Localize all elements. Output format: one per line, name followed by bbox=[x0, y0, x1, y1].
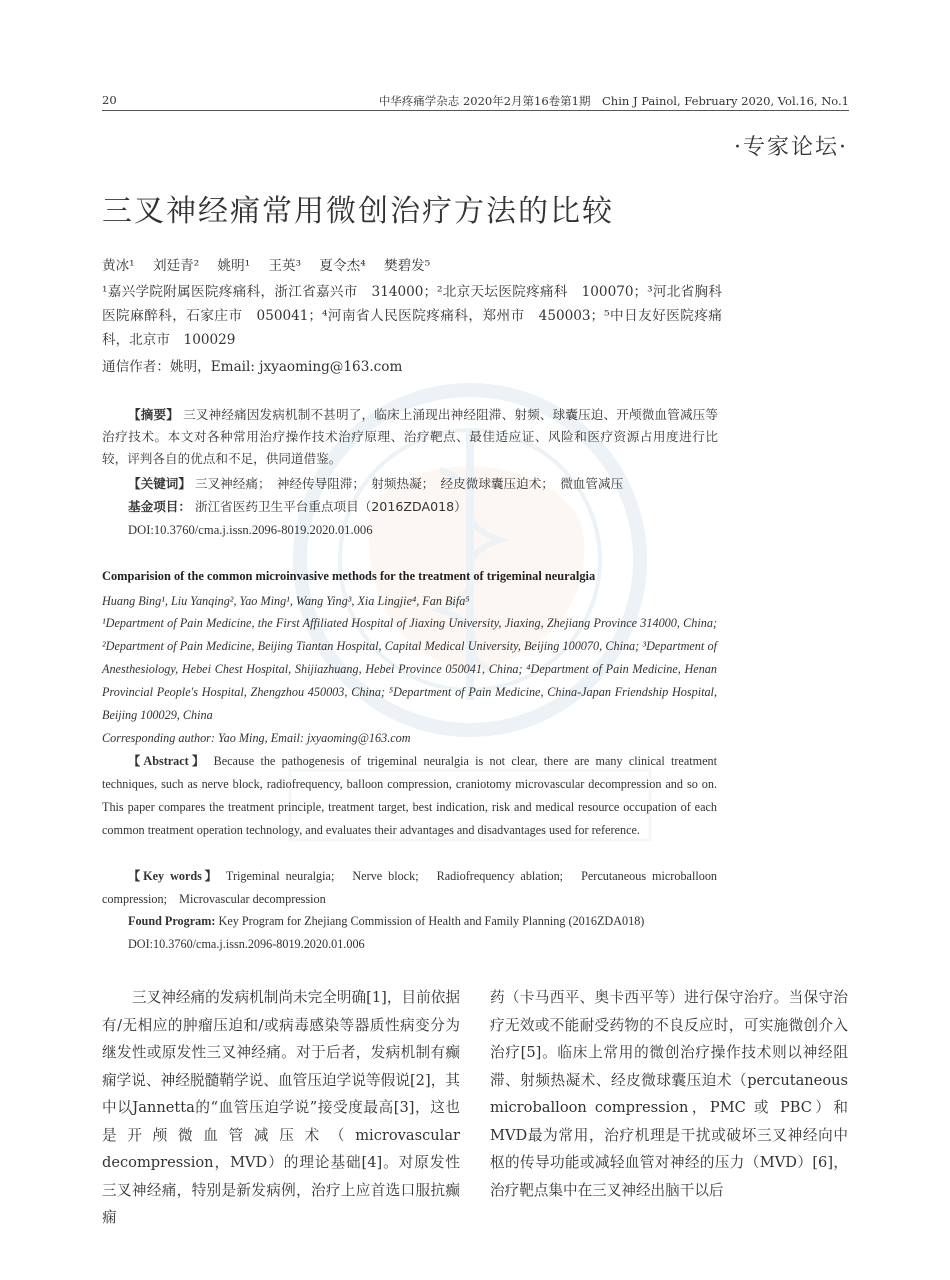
english-affiliations: ¹Department of Pain Medicine, the First Affiliated Hospital of Jiaxing University, Jiaxing, Zhejiang Province 314000, China; ²Department of Pain Medicine, Beijing Tiantan Hospital, Capital Medical University, Beijing 100070, China; ³Department of Anesthesiology, Hebei Chest Hospital, Shijiazhuang, Hebei Province 050041, China; ⁴Department of Pain Medicine, Henan Provincial People's Hospital, Zhengzhou 450003, China; ⁵Department of Pain Medicine, China-Japan Friendship Hospital, Beijing 100029, China bbox=[102, 616, 717, 722]
affiliations-cn: ¹嘉兴学院附属医院疼痛科，浙江省嘉兴市 314000；²北京天坛医院疼痛科 100070；³河北省胸科医院麻醉科，石家庄市 050041；⁴河南省人民医院疼痛科，郑州市 450003；⁵中日友好医院疼痛科，北京市 100029 bbox=[102, 284, 722, 348]
corresponding-author-cn: 通信作者：姚明，Email: jxyaoming@163.com bbox=[102, 359, 403, 375]
english-keywords-text: Trigeminal neuralgia; Nerve block; Radiofrequency ablation; Percutaneous microballoon compression; Microvascular decompression bbox=[102, 869, 718, 906]
article-title: 三叉神经痛常用微创治疗方法的比较 bbox=[102, 194, 614, 229]
english-keywords-label: 【Key words】 bbox=[128, 869, 220, 883]
keywords-cn-text: 三叉神经痛； 神经传导阻滞； 射频热凝； 经皮微球囊压迫术； 微血管减压 bbox=[194, 476, 624, 491]
english-fund-label: Found Program: bbox=[128, 914, 216, 928]
fund-cn-label: 基金项目： bbox=[128, 499, 191, 514]
english-keywords bbox=[102, 865, 717, 911]
english-fund-text: Key Program for Zhejiang Commission of Health and Family Planning (2016ZDA018) bbox=[218, 914, 645, 928]
page-number: 20 bbox=[102, 93, 117, 107]
english-abstract-text: Because the pathogenesis of trigeminal neuralgia is not clear, there are many clinical treatment techniques, such as nerve block, radiofrequency, balloon compression, craniotomy microvascular decompression and so on. This paper compares the treatment principle, treatment target, best indication, risk and medical resource occupation of each common treatment operation technology, and evaluates their advantages and disadvantages used for reference. bbox=[102, 754, 717, 837]
fund-cn bbox=[128, 496, 467, 518]
abstract-cn-text: 三叉神经痛因发病机制不甚明了，临床上涌现出神经阻滞、射频、球囊压迫、开颅微血管减压等治疗技术。本文对各种常用治疗操作技术治疗原理、治疗靶点、最佳适应证、风险和医疗资源占用度进行比较，评判各自的优点和不足，供同道借鉴。 bbox=[102, 407, 719, 466]
keywords-cn bbox=[128, 473, 623, 495]
english-authors: Huang Bing¹, Liu Yanqing², Yao Ming¹, Wang Ying³, Xia Lingjie⁴, Fan Bifa⁵ bbox=[102, 594, 470, 608]
fund-cn-text: 浙江省医药卫生平台重点项目（2016ZDA018） bbox=[194, 499, 467, 514]
body-column-left: 三叉神经痛的发病机制尚未完全明确[1]，目前依据有/无相应的肿瘤压迫和/或病毒感染等器质性病变分为继发性或原发性三叉神经痛。对于后者，发病机制有癫痫学说、神经脱髓鞘学说、血管压迫学说等假说[2]，其中以Jannetta的“血管压迫学说”接受度最高[3]，这也是开颅微血管减压术（microvascular decompression，MVD）的理论基础[4]。对原发性三叉神经痛，特别是新发病例，治疗上应首选口服抗癫痫 bbox=[102, 989, 460, 1226]
english-abstract-label: 【Abstract】 bbox=[128, 754, 208, 768]
authors-cn: 黄冰¹ 刘廷青² 姚明¹ 王英³ 夏令杰⁴ 樊碧发⁵ bbox=[102, 258, 431, 274]
english-fund bbox=[128, 910, 644, 933]
keywords-cn-label: 【关键词】 bbox=[128, 476, 191, 491]
abstract-cn bbox=[102, 404, 718, 470]
body-column-right: 药（卡马西平、奥卡西平等）进行保守治疗。当保守治疗无效或不能耐受药物的不良反应时，可实施微创介入治疗[5]。临床上常用的微创治疗操作技术则以神经阻滞、射频热凝术、经皮微球囊压迫术（percutaneous microballoon compression，PMC 或 PBC）和MVD最为常用，治疗机理是干扰或破坏三叉神经向中枢的传导功能或减轻血管对神经的压力（MVD）[6]，治疗靶点集中在三叉神经出脑干以后 bbox=[490, 989, 848, 1199]
section-label: ·专家论坛· bbox=[734, 135, 848, 160]
english-title: Comparision of the common microinvasive methods for the treatment of trigeminal neuralgia bbox=[102, 569, 596, 583]
doi-cn: DOI:10.3760/cma.j.issn.2096-8019.2020.01.006 bbox=[128, 523, 373, 537]
journal-header: 中华疼痛学杂志 2020年2月第16卷第1期 Chin J Painol, February 2020, Vol.16, No.1 bbox=[378, 94, 849, 108]
english-doi: DOI:10.3760/cma.j.issn.2096-8019.2020.01.006 bbox=[128, 937, 365, 951]
english-abstract bbox=[102, 750, 717, 842]
header-rule bbox=[102, 110, 849, 111]
english-corresponding-author: Corresponding author: Yao Ming, Email: jxyaoming@163.com bbox=[102, 731, 411, 745]
abstract-cn-label: 【摘要】 bbox=[128, 407, 179, 422]
